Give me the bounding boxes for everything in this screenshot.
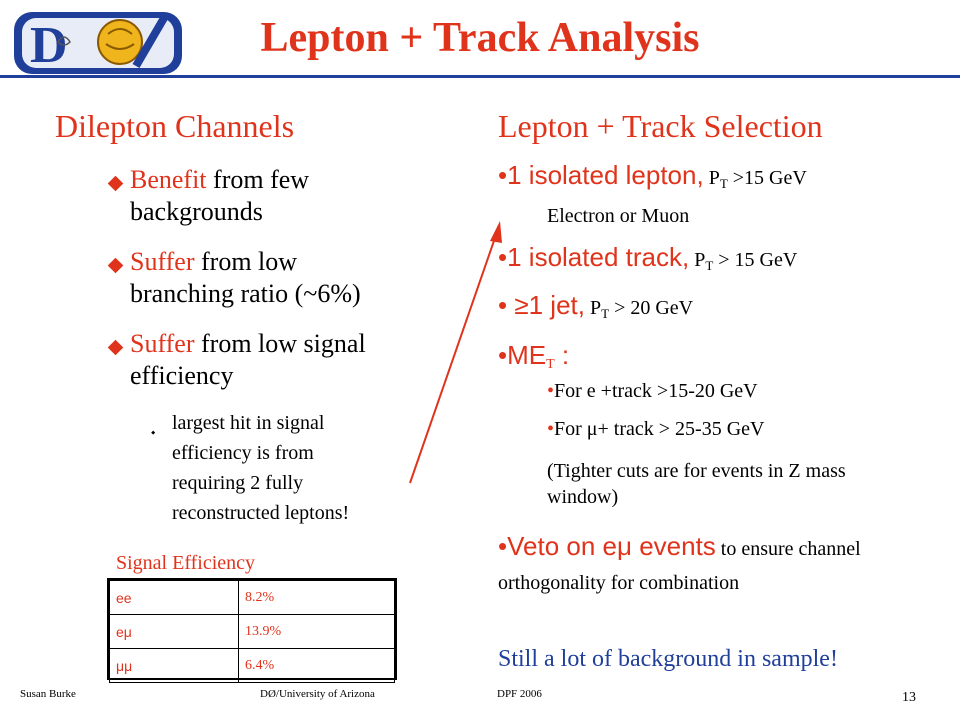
footer-conference: DPF 2006 — [497, 688, 542, 700]
left-heading: Dilepton Channels — [55, 108, 295, 144]
jet-item: • ≥1 jet, $P_T > 20$ GeV — [498, 290, 694, 322]
veto-item: •Veto on eμ events to ensure channel orthogonality for combination — [498, 531, 861, 594]
table-caption: Signal Efficiency — [116, 552, 256, 574]
lepton-note: Electron or Muon — [547, 205, 690, 227]
slide-title: Lepton + Track Analysis — [260, 15, 700, 61]
left-bullet-3: Suffer from low signal efficiency — [130, 329, 366, 390]
met-muon: •For μ+ track > 25-35 GeV — [547, 418, 765, 440]
red-arrow — [400, 215, 510, 490]
met-item: $•ME_T$ : — [498, 340, 570, 373]
efficiency-table — [107, 578, 397, 680]
value-cell: 6.4% — [239, 649, 395, 683]
left-bullet-2: Suffer from low branching ratio (~6%) — [130, 247, 361, 308]
title-rule — [0, 75, 960, 78]
table-row — [110, 649, 395, 683]
track-item: •1 isolated track, $P_T > 15$ GeV — [498, 242, 798, 274]
page-number: 13 — [902, 690, 916, 705]
table-row — [110, 615, 395, 649]
footer-affiliation: DØ/University of Arizona — [260, 688, 375, 700]
channel-cell: eμ — [110, 615, 239, 649]
bullet-icon — [108, 340, 124, 356]
channel-cell: ee — [110, 581, 239, 615]
value-cell: 13.9% — [239, 615, 395, 649]
channel-cell: μμ — [110, 649, 239, 683]
bullet-icon — [108, 176, 124, 192]
bullet-icon — [108, 258, 124, 274]
svg-text:D: D — [30, 17, 68, 74]
met-electron: •For e +track >15-20 GeV — [547, 380, 758, 402]
footer-author: Susan Burke — [20, 688, 76, 700]
left-sub-bullet: largest hit in signal efficiency is from requiring 2 fully reconstructed leptons! — [172, 412, 350, 524]
right-heading: Lepton + Track Selection — [498, 108, 823, 144]
lepton-item: •1 isolated lepton, $P_T >15$ GeV — [498, 160, 807, 192]
sub-bullet-icon: ⬩ — [151, 425, 156, 439]
met-note: (Tighter cuts are for events in Z mass window) — [547, 460, 846, 508]
bottom-statement: Still a lot of background in sample! — [498, 646, 838, 672]
value-cell: 8.2% — [239, 581, 395, 615]
table-row — [110, 581, 395, 615]
left-bullet-1: Benefit from few backgrounds — [130, 165, 310, 226]
